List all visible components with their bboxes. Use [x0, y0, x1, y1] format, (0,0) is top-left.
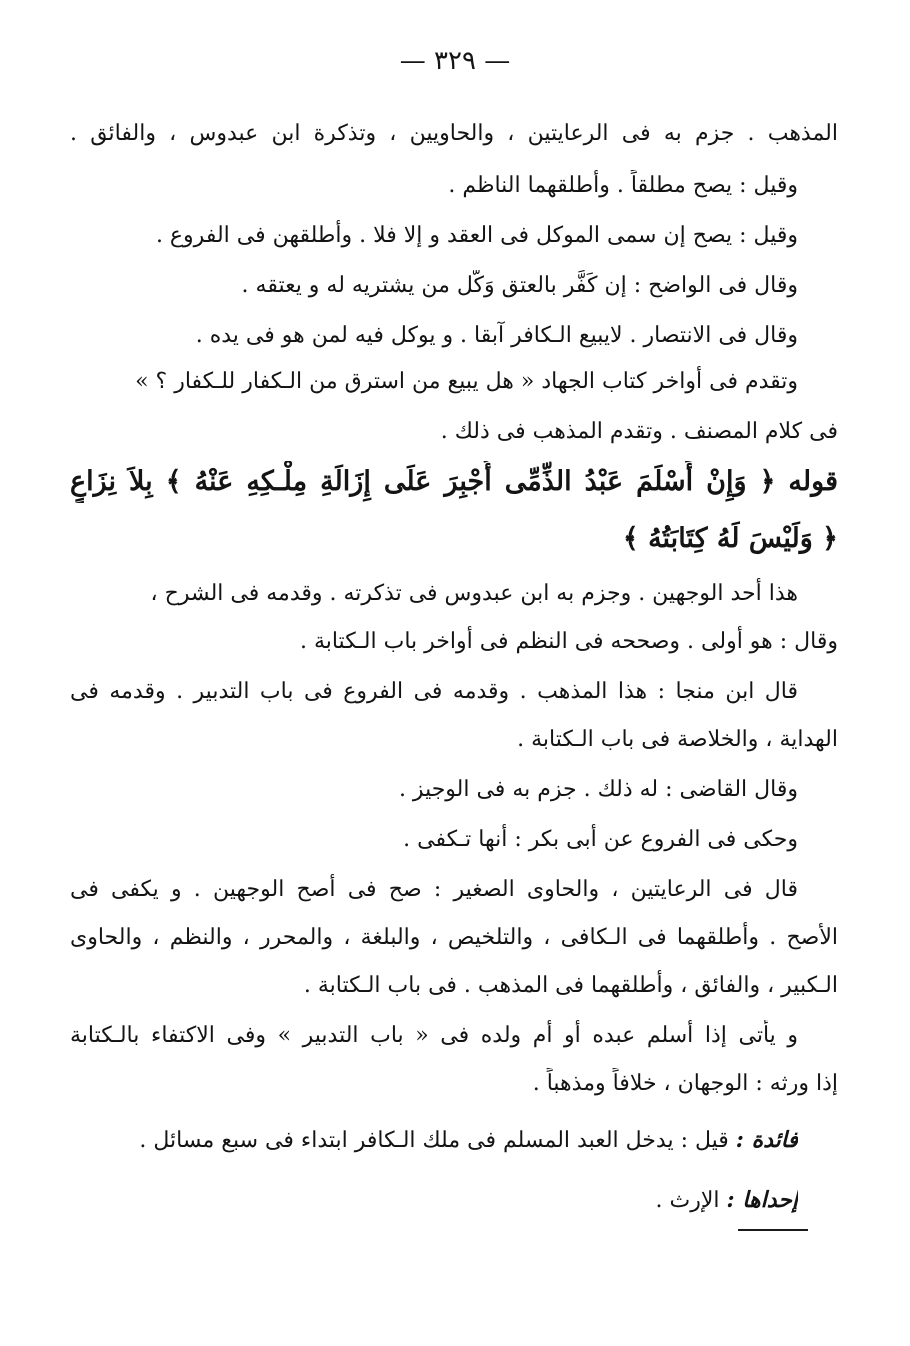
text-line: وقيل : يصح إن سمى الموكل فى العقد و إلا فلا . وأطلقهن فى الفروع . — [155, 223, 798, 248]
quoted-heading: قوله ﴿ وَإِنْ أَسْلَمَ عَبْدُ الذِّمِّى أُجْبِرَ عَلَى إِزَالَةِ مِلْـكِهِ عَنْهُ ﴾ بِلاَ نِزَاعٍ — [70, 466, 838, 497]
quoted-heading: ﴿ وَلَيْسَ لَهُ كِتَابَتُهُ ﴾ — [622, 523, 838, 554]
text-line: الهداية ، والخلاصة فى باب الـكتابة . — [517, 727, 838, 752]
text-line: وحكى فى الفروع عن أبى بكر : أنها تـكفى . — [403, 827, 798, 852]
text-line: المذهب . جزم به فى الرعايتين ، والحاويين ، وتذكرة ابن عبدوس ، والفائق . — [70, 121, 838, 146]
text-line: قال فى الرعايتين ، والحاوى الصغير : صح فى أصح الوجهين . و يكفى فى — [70, 877, 798, 902]
text-line: وقال : هو أولى . وصححه فى النظم فى أواخر باب الـكتابة . — [299, 629, 838, 654]
text-line: و يأتى إذا أسلم عبده أو أم ولده فى « باب التدبير » وفى الاكتفاء بالـكتابة — [70, 1023, 798, 1048]
ihdaha-label: إحداها : — [726, 1187, 798, 1213]
ihdaha-text: الإرث . — [655, 1188, 720, 1213]
text-line: وقيل : يصح مطلقاً . وأطلقهما الناظم . — [448, 173, 798, 198]
faida-text: قيل : يدخل العبد المسلم فى ملك الـكافر ابتداء فى سبع مسائل . — [139, 1128, 729, 1153]
text-line: وقال فى الواضح : إن كَفَّر بالعتق وَكَّل من يشتريه له و يعتقه . — [241, 273, 798, 298]
divider-rule — [738, 1229, 808, 1231]
faida-label: فائدة : — [735, 1127, 798, 1153]
text-line: وتقدم فى أواخر كتاب الجهاد « هل يبيع من استرق من الـكفار للـكفار ؟ » — [135, 369, 798, 394]
text-line: الأصح . وأطلقهما فى الـكافى ، والتلخيص ، والبلغة ، والمحرر ، والنظم ، والحاوى — [70, 925, 838, 950]
ihdaha-line — [70, 1184, 798, 1217]
text-line: وقال فى الانتصار . لايبيع الـكافر آبقا . و يوكل فيه لمن هو فى يده . — [195, 323, 798, 348]
text-line: قال ابن منجا : هذا المذهب . وقدمه فى الفروع فى باب التدبير . وقدمه فى — [70, 679, 798, 704]
text-line: هذا أحد الوجهين . وجزم به ابن عبدوس فى تذكرته . وقدمه فى الشرح ، — [150, 581, 798, 606]
page-number: — ٣٢٩ — — [399, 46, 511, 76]
faida-line — [70, 1124, 798, 1157]
text-line: فى كلام المصنف . وتقدم المذهب فى ذلك . — [440, 419, 838, 444]
text-line: الـكبير ، والفائق ، وأطلقهما فى المذهب . فى باب الـكتابة . — [303, 973, 838, 998]
text-line: وقال القاضى : له ذلك . جزم به فى الوجيز . — [398, 777, 798, 802]
text-line: إذا ورثه : الوجهان ، خلافاً ومذهباً . — [532, 1071, 838, 1096]
